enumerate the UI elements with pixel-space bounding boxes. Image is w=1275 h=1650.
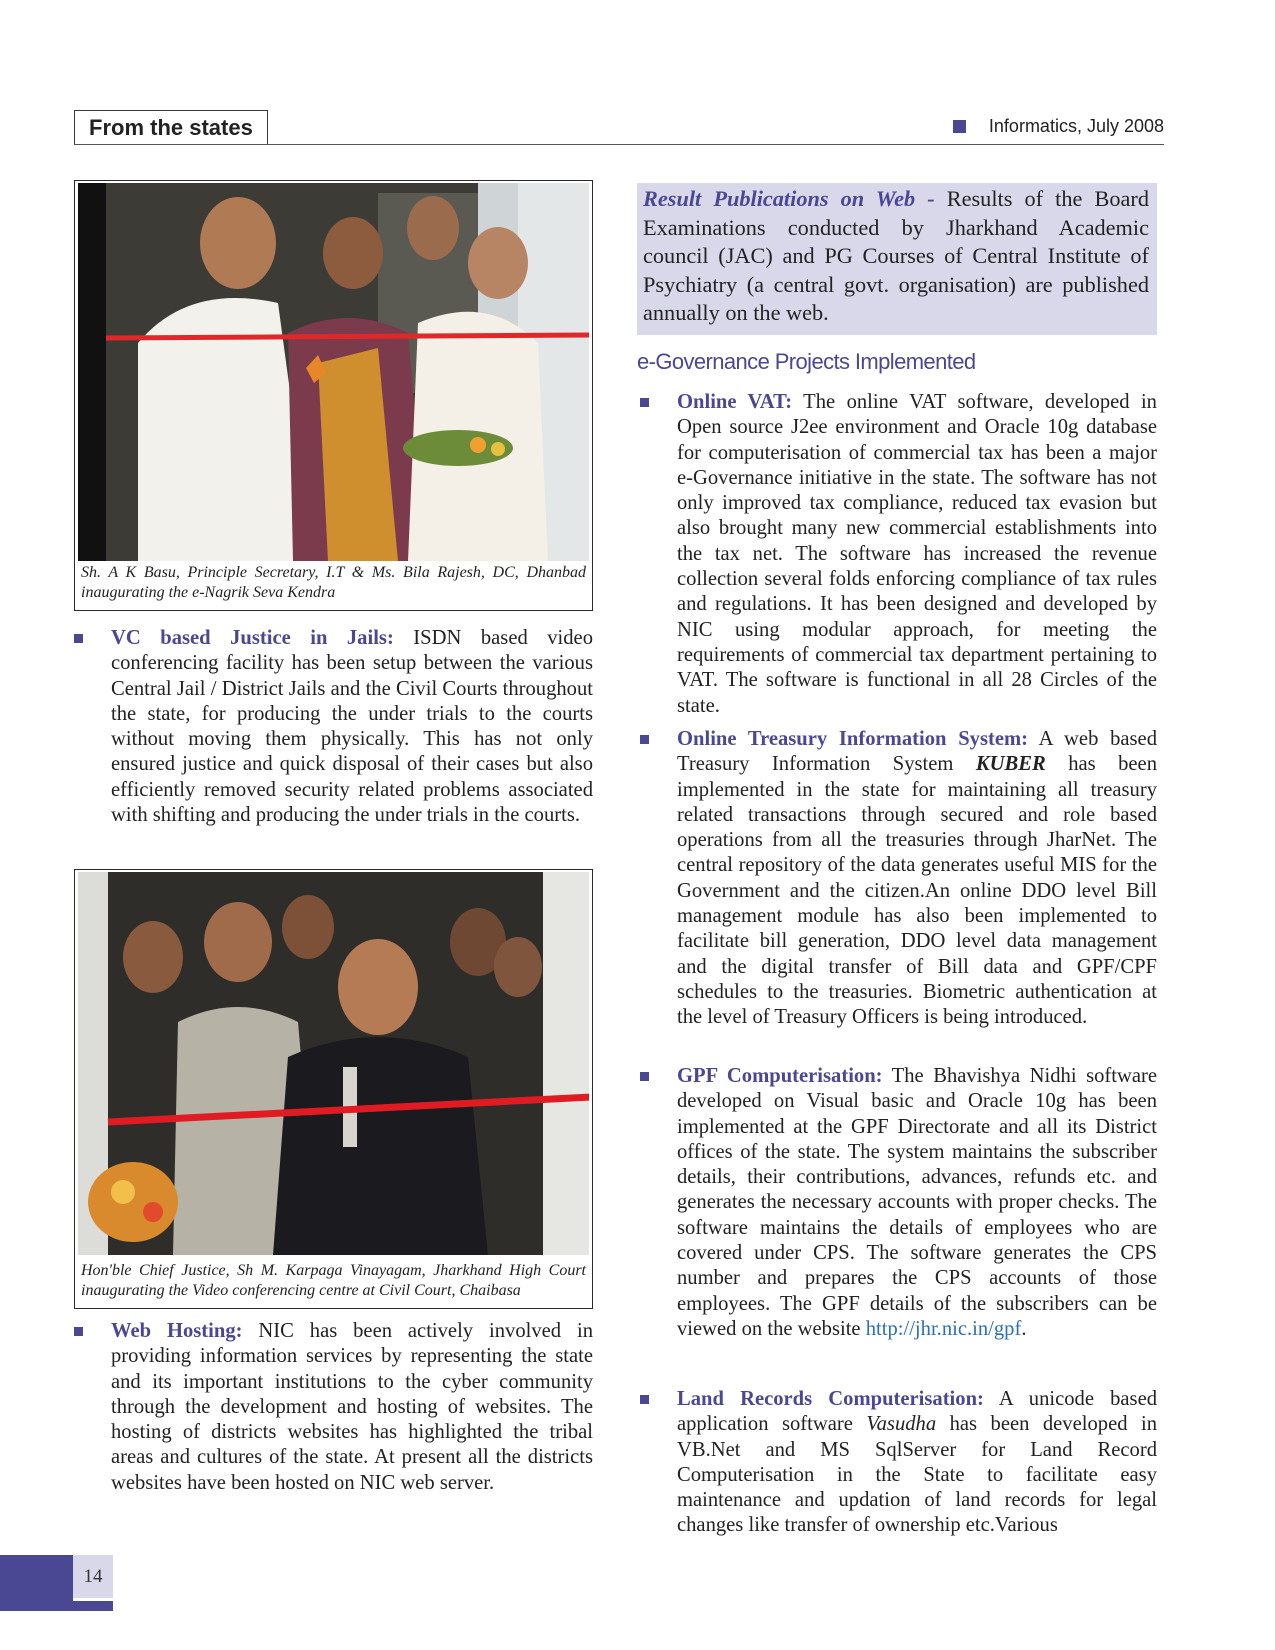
list-item-online-vat [640, 390, 1157, 719]
section-title: From the states [74, 110, 268, 145]
system-name: KUBER [975, 753, 1046, 776]
footer-strip [73, 1601, 113, 1611]
item-text: NIC has been actively involved in providing information services by representing the state and its important institutions to the cyber community through the development and hosting of websites. The hosting of districts websites has highlighted the tribal areas and cultures of the state. At present all the districts websites have been hosted on NIC web server. [111, 1320, 594, 1494]
item-text: . [1021, 1317, 1027, 1340]
item-heading: VC based Justice in Jails: [111, 627, 394, 649]
item-heading: GPF Computerisation: [677, 1065, 883, 1087]
item-text: A unicode based application software [677, 1388, 1158, 1436]
photo-ribbon-cutting-2 [78, 872, 589, 1255]
item-text: has been developed in VB.Net and MS SqlServer for Land Record Computerisation in the State to facilitate easy maintenance and updation of land records for legal changes like transfer of ownership etc.Various [677, 1413, 1157, 1537]
item-heading: Online Treasury Information System: [677, 728, 1028, 750]
section-subheading: e-Governance Projects Implemented [637, 349, 976, 374]
list-item-online-treasury [640, 727, 1157, 1031]
photo-caption-2: Hon'ble Chief Justice, Sh M. Karpaga Vinayagam, Jharkhand High Court inaugurating the Video conferencing centre at Civil Court, Chaibasa [81, 1262, 586, 1299]
square-bullet-icon [640, 735, 649, 744]
item-heading: Online VAT: [677, 391, 793, 413]
footer-block [0, 1555, 73, 1611]
box-heading: Result Publications on Web - [643, 186, 935, 211]
header-rule [74, 144, 1164, 145]
list-item-body [677, 390, 1157, 719]
item-heading: Land Records Computerisation: [677, 1388, 984, 1410]
photo-ribbon-cutting-1 [78, 183, 589, 561]
gpf-website-link[interactable]: http://jhr.nic.in/gpf [865, 1317, 1022, 1340]
photo-figure-1 [74, 180, 593, 611]
list-item-body [677, 727, 1157, 1031]
list-item-body [677, 1064, 1157, 1342]
list-item-land-records [640, 1387, 1157, 1539]
item-text: has been implemented in the state for maintaining all treasury related transactions through secured and role based operations from all the treasuries through JharNet. The central repository of the data generates useful MIS for the Government and the citizen.An online DDO level Bill management module has also been implemented to facilitate bill generation, DDO level data management and the digital transfer of Bill data and GPF/CPF schedules to the treasuries. Biometric authentication at the level of Treasury Officers is being introduced. [677, 753, 1157, 1029]
square-bullet-icon [74, 1327, 83, 1336]
item-text: A web based Treasury Information System [677, 728, 1157, 776]
page-number: 14 [73, 1555, 113, 1598]
item-text: The Bhavishya Nidhi software developed on Visual basic and Oracle 10g has been implemented at the GPF Directorate and all its District offices of the state. The system maintains the subscriber details, their contributions, advances, refunds etc. and generates the necessary accounts with proper checks. The software maintains the details of employees who are covered under CPS. The software generates the CPS number and prepares the CPS accounts of those employees. The GPF details of the subscribers can be viewed on the website [677, 1065, 1157, 1340]
square-bullet-icon [74, 634, 83, 643]
square-bullet-icon [953, 120, 966, 133]
item-heading: Web Hosting: [111, 1320, 243, 1342]
square-bullet-icon [640, 1072, 649, 1081]
list-item-web-hosting [74, 1319, 593, 1496]
square-bullet-icon [640, 398, 649, 407]
photo-caption-1: Sh. A K Basu, Principle Secretary, I.T & Ms. Bila Rajesh, DC, Dhanbad inaugurating the e-Nagrik Seva Kendra [81, 564, 586, 601]
list-item-gpf [640, 1064, 1157, 1342]
page-header [74, 110, 1164, 148]
item-text: The online VAT software, developed in Open source J2ee environment and Oracle 10g database for computerisation of commercial tax has been a major e-Governance initiative in the state. The software has not only improved tax compliance, reduced tax evasion but also brought many new commercial establishments into the tax net. The software has increased the revenue collection several folds enforcing compliance of tax rules and regulations. It has been designed and developed by NIC using modular approach, for meeting the requirements of commercial tax department pertaining to VAT. The software is functional in all 28 Circles of the state. [677, 391, 1157, 717]
issue-info [953, 116, 1164, 137]
square-bullet-icon [640, 1395, 649, 1404]
list-item-body [677, 1387, 1157, 1539]
box-text: Results of the Board Examinations conducted by Jharkhand Academic council (JAC) and PG Courses of Central Institute of Psychiatry (a central govt. organisation) are published annually on the web. [643, 186, 1149, 325]
result-publications-box [637, 183, 1157, 335]
issue-label: Informatics, July 2008 [988, 116, 1164, 136]
list-item-body [111, 1319, 593, 1496]
list-item-vc-justice [74, 626, 593, 828]
photo-figure-2 [74, 869, 593, 1309]
software-name: Vasudha [866, 1413, 937, 1436]
list-item-body [111, 626, 593, 828]
item-text: ISDN based video conferencing facility has been setup between the various Central Jail / District Jails and the Civil Courts throughout the state, for producing the under trials to the courts without moving them physically. This has not only ensured justice and quick disposal of their cases but also efficiently removed security related problems associated with shifting and producing the under trials in the courts. [111, 627, 593, 827]
